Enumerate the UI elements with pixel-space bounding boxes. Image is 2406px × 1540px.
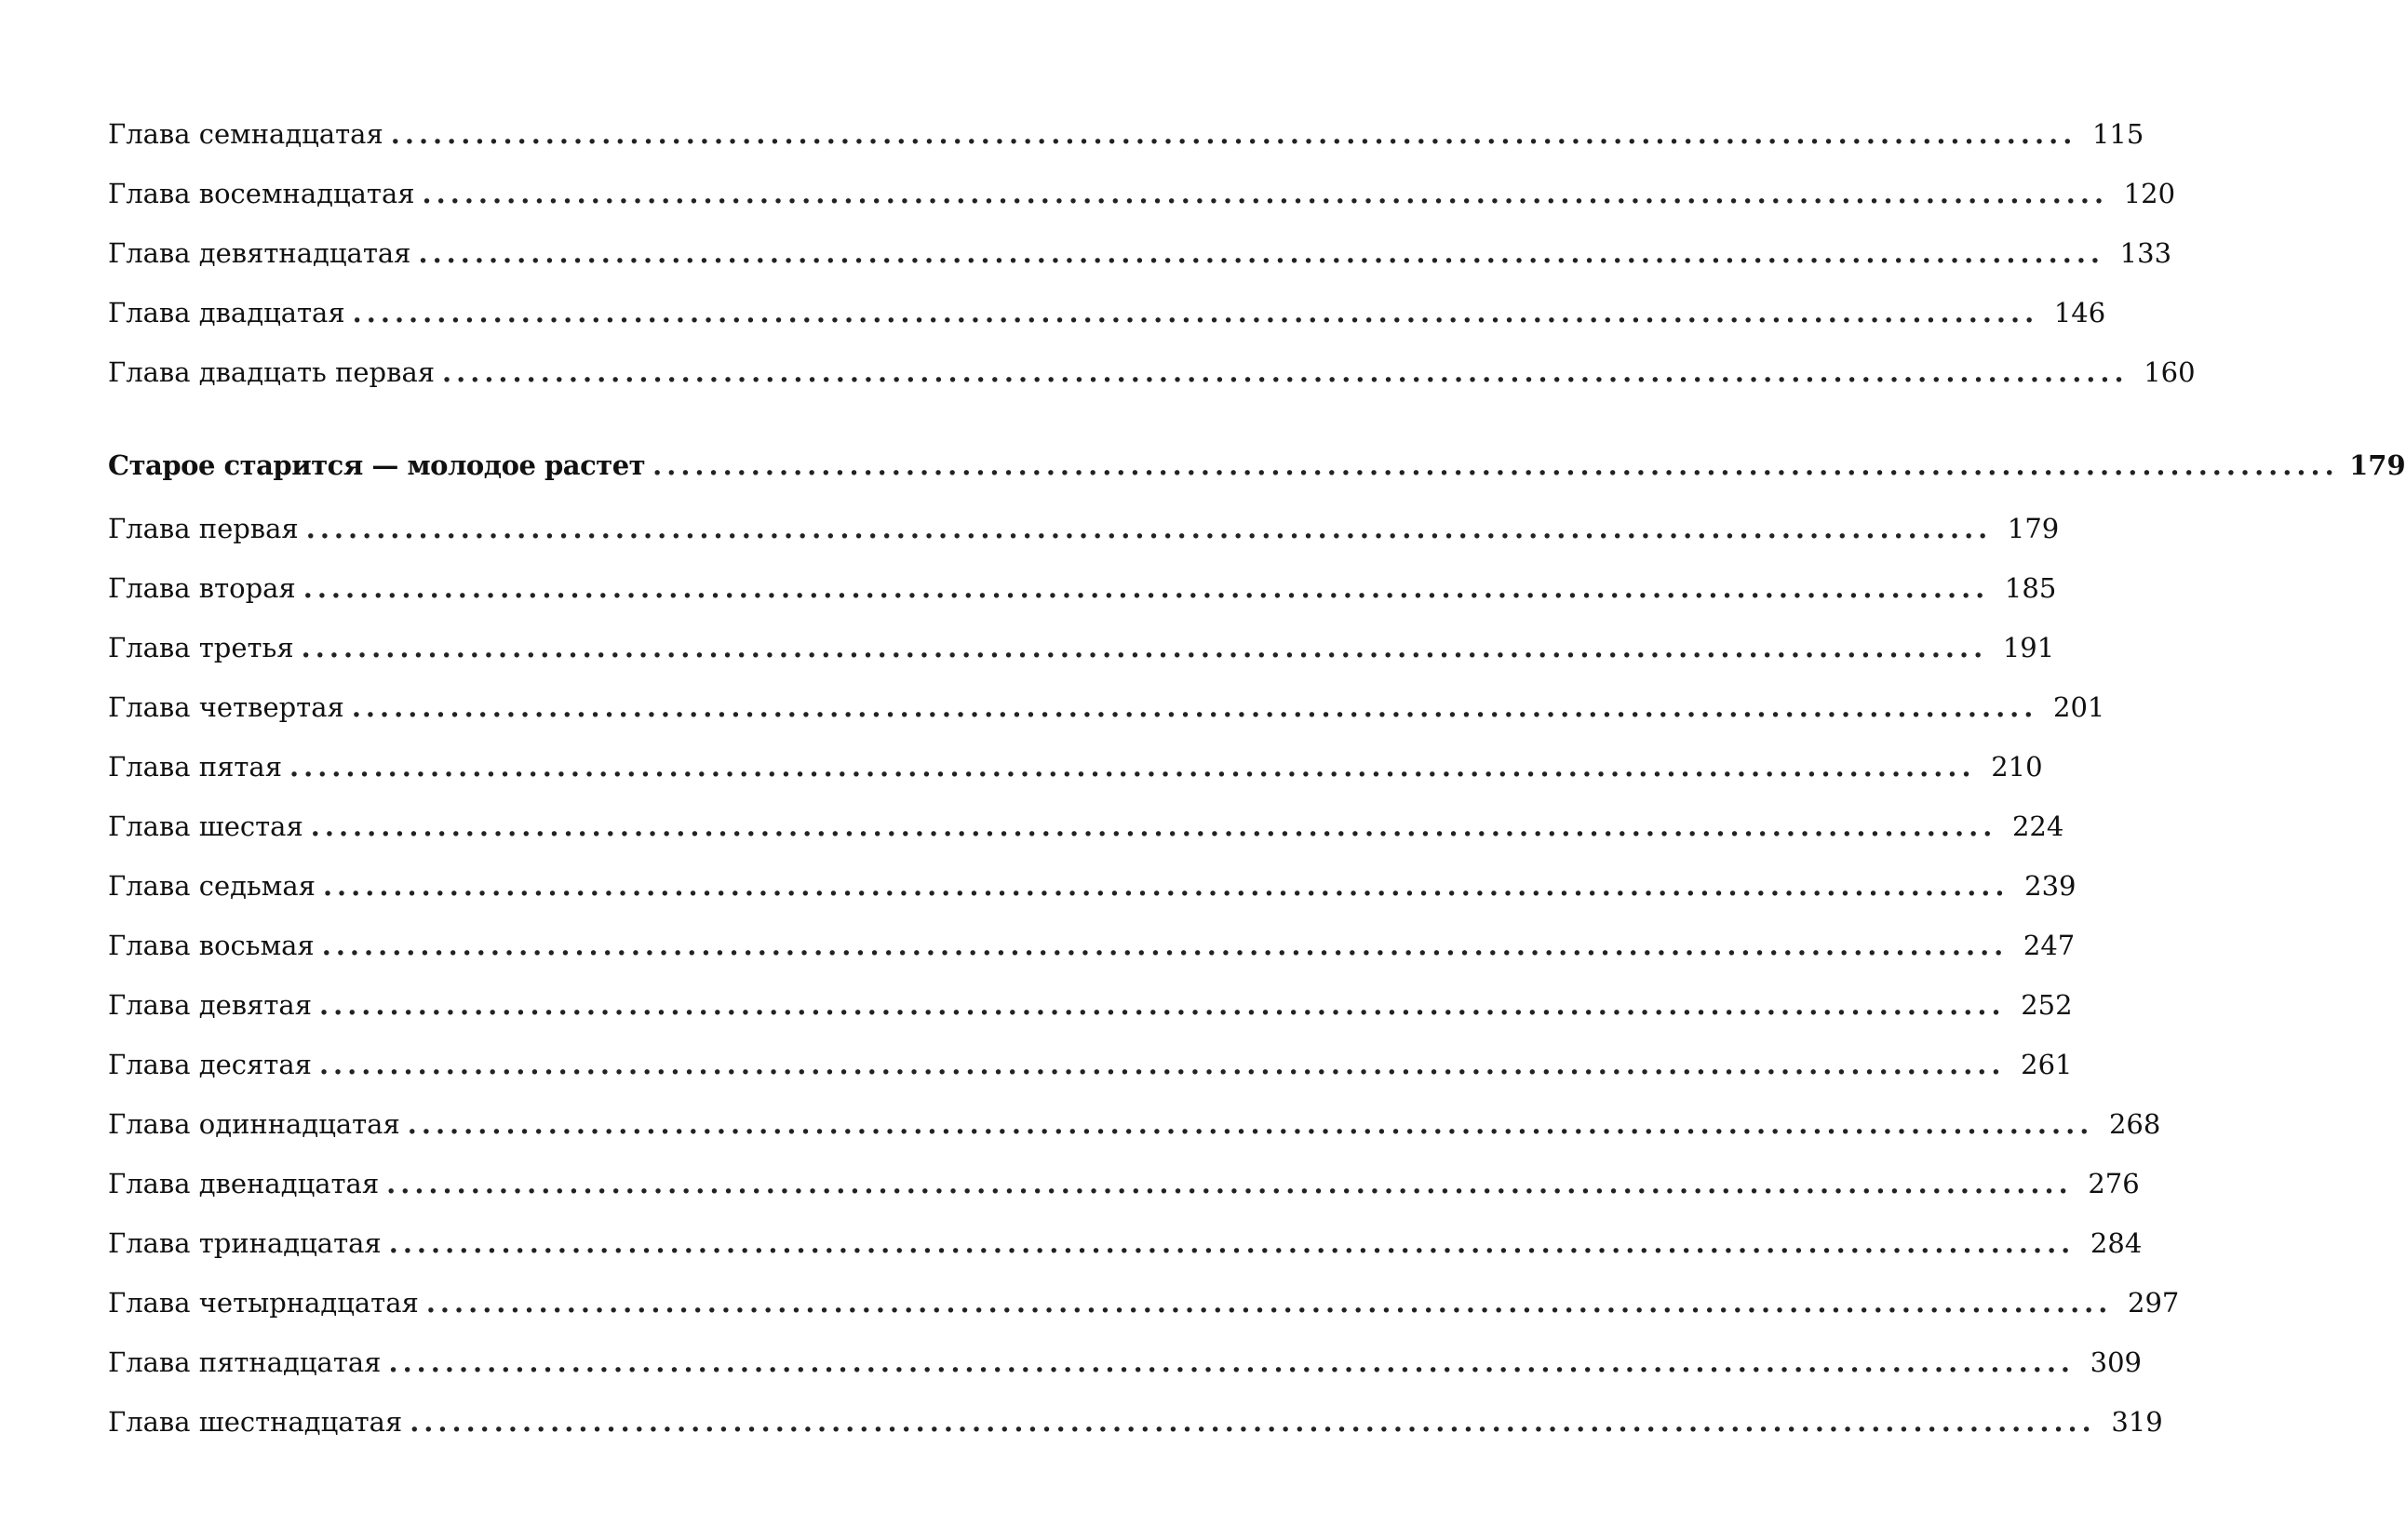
dot-leader: ........................................................................................................................ (422, 178, 2109, 209)
toc-entry-page: 160 (2144, 356, 2196, 388)
toc-entry-title: Глава одиннадцатая (108, 1108, 400, 1140)
toc-entry-title: Глава вторая (108, 572, 296, 604)
toc-entry (108, 1332, 2143, 1392)
toc-entry-page: 146 (2053, 297, 2106, 328)
toc-entry (108, 342, 2196, 402)
dot-leader: ........................................................................................................................ (386, 1168, 2073, 1199)
toc-entry (108, 558, 2057, 618)
toc-entry-page: 261 (2021, 1049, 2073, 1080)
toc-entry (108, 1392, 2163, 1452)
toc-entry-title: Глава двадцать первая (108, 356, 436, 388)
toc-entry (108, 283, 2106, 342)
toc-entry-title: Глава десятая (108, 1049, 312, 1080)
toc-part-page: 179 (2349, 449, 2406, 481)
toc-entry-page: 115 (2091, 118, 2144, 150)
dot-leader: ........................................................................................................................ (318, 1049, 2006, 1080)
toc-entry-title: Глава седьмая (108, 870, 316, 902)
toc-entry-title: Глава девятая (108, 989, 313, 1021)
toc-entry-title: Глава шестая (108, 810, 303, 842)
toc-entry-page: 297 (2128, 1287, 2180, 1319)
toc-entry (108, 677, 2105, 737)
toc-entry-title: Глава семнадцатая (108, 118, 383, 150)
dot-leader: ........................................................................................................................ (410, 1406, 2096, 1438)
toc-entry-title: Глава четвертая (108, 691, 344, 723)
toc-part-heading (108, 435, 2406, 495)
toc-entry-title: Глава восьмая (108, 930, 315, 961)
toc-entry-title: Глава шестнадцатая (108, 1406, 403, 1438)
toc-entry-page: 120 (2123, 178, 2176, 209)
toc-entry (108, 104, 2144, 164)
toc-entry (108, 223, 2172, 283)
toc-entry-page: 210 (1991, 751, 2043, 783)
dot-leader: ........................................................................................................................ (418, 237, 2105, 269)
dot-leader: ........................................................................................................................ (322, 870, 2009, 902)
dot-leader: ........................................................................................................................ (652, 449, 2339, 481)
dot-leader: ........................................................................................................................ (305, 513, 1993, 544)
toc-entry (108, 797, 2064, 856)
toc-entry (108, 1213, 2143, 1273)
dot-leader: ........................................................................................................................ (388, 1227, 2076, 1259)
toc-entry-title: Глава пятая (108, 751, 282, 783)
dot-leader: ........................................................................................................................ (310, 810, 1997, 842)
toc-entry (108, 1035, 2073, 1094)
toc-entry-title: Глава третья (108, 632, 294, 663)
toc-entry-title: Глава двенадцатая (108, 1168, 380, 1199)
toc-entry-title: Глава девятнадцатая (108, 237, 411, 269)
toc-entry (108, 975, 2073, 1035)
toc-entry-title: Глава первая (108, 513, 299, 544)
table-of-contents (108, 104, 2406, 1452)
toc-entry (108, 499, 2060, 558)
toc-entry (108, 856, 2077, 916)
toc-entry-page: 252 (2021, 989, 2073, 1021)
toc-part-title: Старое старится — молодое растет (108, 449, 646, 481)
dot-leader: ........................................................................................................................ (321, 930, 2009, 961)
toc-entry-page: 224 (2011, 810, 2064, 842)
toc-entry-page: 309 (2090, 1346, 2143, 1378)
dot-leader: ........................................................................................................................ (289, 751, 1976, 783)
toc-entry-page: 201 (2053, 691, 2105, 723)
toc-entry (108, 916, 2076, 975)
toc-entry (108, 737, 2043, 797)
dot-leader: ........................................................................................................................ (352, 297, 2039, 328)
toc-entry-page: 284 (2090, 1227, 2143, 1259)
dot-leader: ........................................................................................................................ (425, 1287, 2113, 1319)
dot-leader: ........................................................................................................................ (319, 989, 2006, 1021)
dot-leader: ........................................................................................................................ (388, 1346, 2076, 1378)
toc-entry-page: 185 (2004, 572, 2057, 604)
toc-entry-title: Глава восемнадцатая (108, 178, 415, 209)
toc-entry (108, 1273, 2180, 1332)
toc-entry-title: Глава тринадцатая (108, 1227, 382, 1259)
toc-entry-page: 268 (2108, 1108, 2161, 1140)
toc-entry-page: 319 (2111, 1406, 2163, 1438)
dot-leader: ........................................................................................................................ (407, 1108, 2094, 1140)
dot-leader: ........................................................................................................................ (302, 572, 1990, 604)
dot-leader: ........................................................................................................................ (442, 356, 2129, 388)
dot-leader: ........................................................................................................................ (351, 691, 2038, 723)
toc-entry (108, 618, 2055, 677)
toc-entry-title: Глава двадцатая (108, 297, 345, 328)
toc-entry-page: 133 (2119, 237, 2172, 269)
toc-entry (108, 1154, 2140, 1213)
dot-leader: ........................................................................................................................ (301, 632, 1988, 663)
toc-entry-page: 276 (2088, 1168, 2140, 1199)
toc-entry-page: 247 (2023, 930, 2076, 961)
toc-entry-title: Глава четырнадцатая (108, 1287, 419, 1319)
toc-entry-title: Глава пятнадцатая (108, 1346, 382, 1378)
toc-entry-page: 179 (2007, 513, 2060, 544)
toc-entry-page: 239 (2024, 870, 2077, 902)
toc-entry-page: 191 (2002, 632, 2055, 663)
toc-entry (108, 164, 2176, 223)
dot-leader: ........................................................................................................................ (390, 118, 2077, 150)
toc-entry (108, 1094, 2161, 1154)
